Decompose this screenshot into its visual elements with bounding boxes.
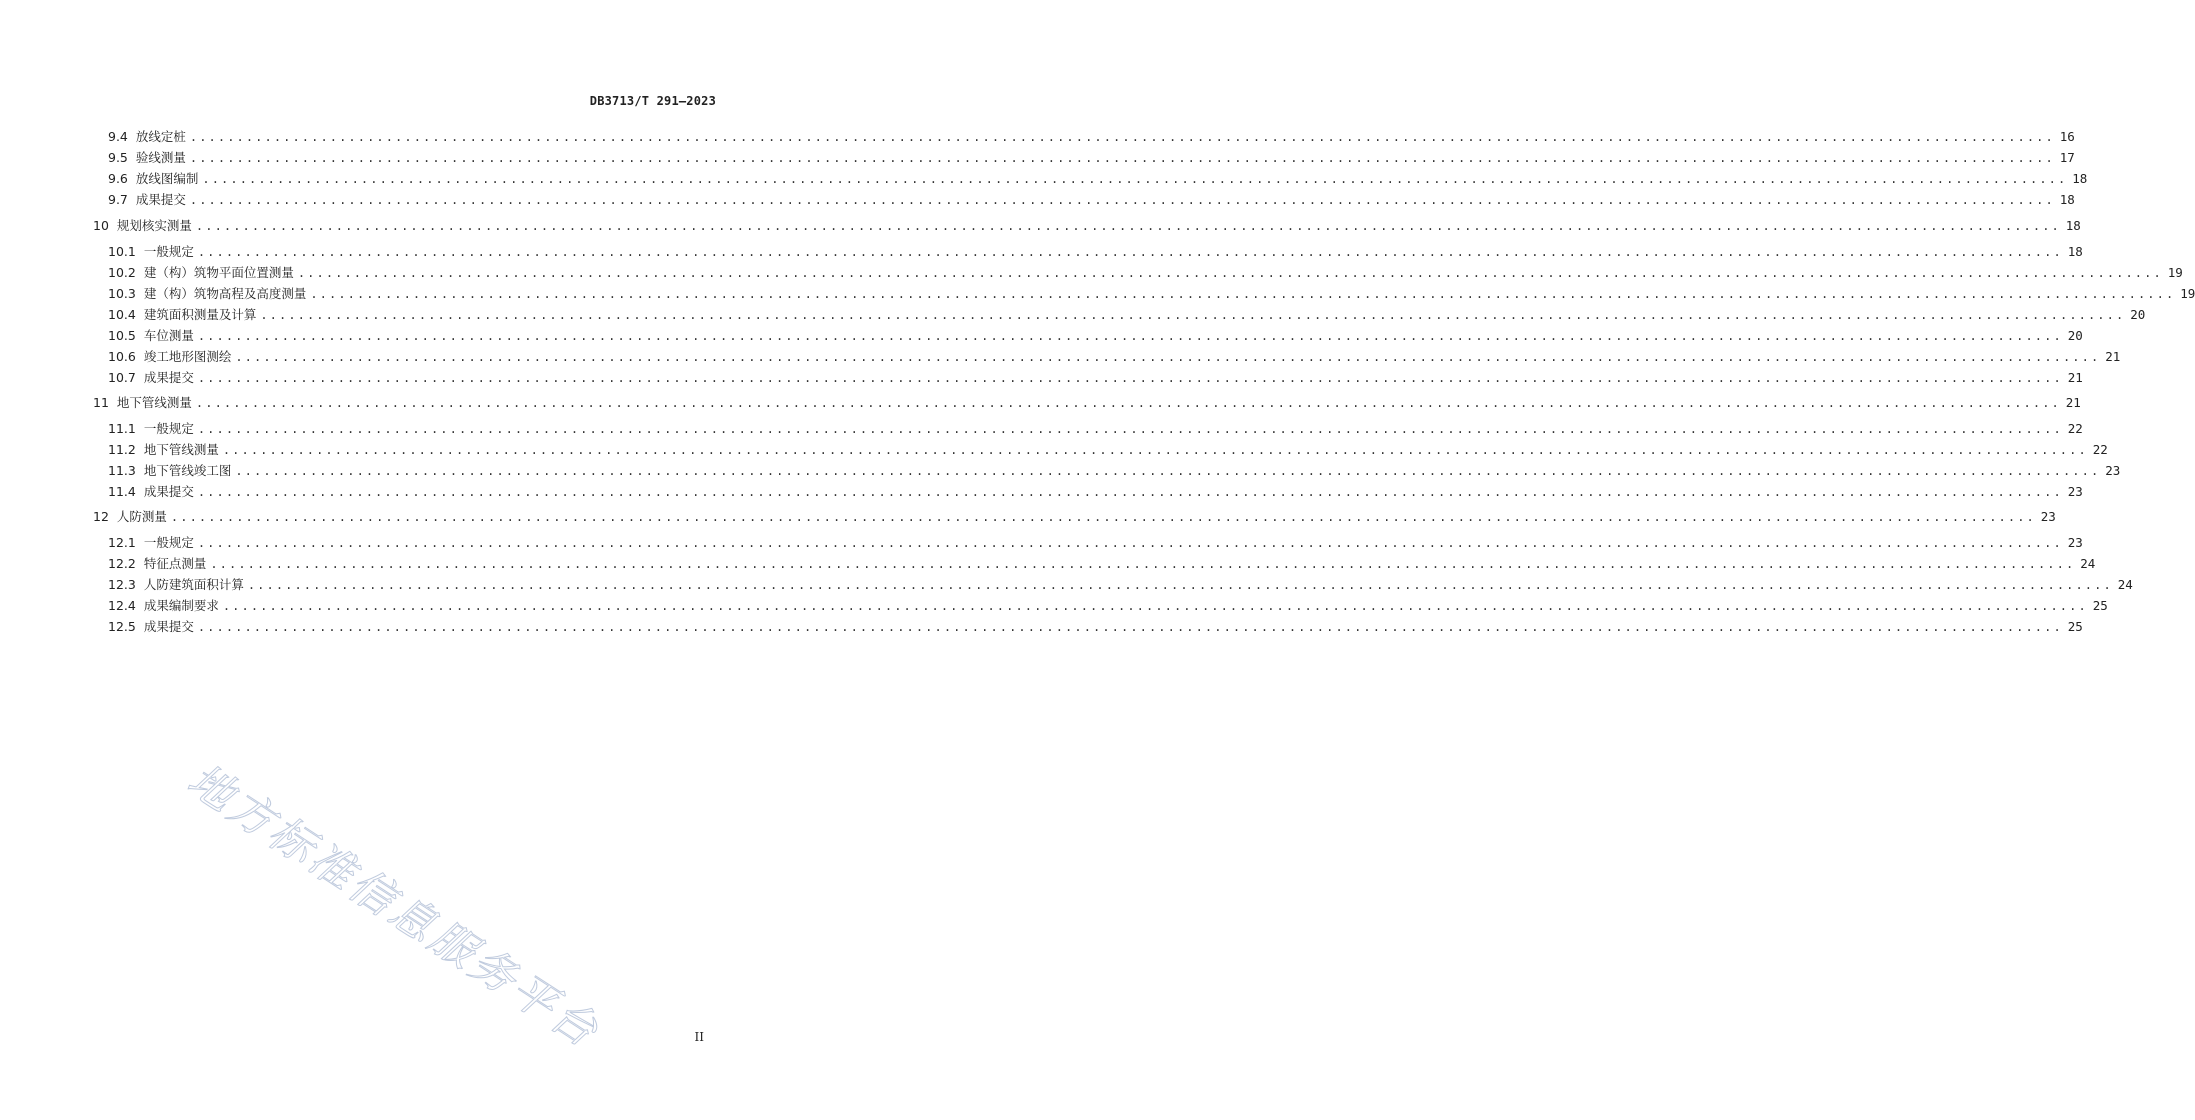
toc-entry-page: 23 — [2040, 509, 2056, 524]
toc-entry-title: 建（构）筑物平面位置测量 — [143, 265, 294, 280]
toc-entry-page: 19 — [2180, 286, 2195, 301]
toc-dot-leader: ........................................................................................................................................................................................................ — [197, 371, 2063, 385]
toc-entry-number: 12.5 — [108, 619, 136, 634]
toc-dot-leader: ........................................................................................................................................................................................................ — [297, 266, 2163, 280]
toc-dot-leader: ........................................................................................................................................................................................................ — [197, 422, 2063, 436]
toc-entry-title: 建筑面积测量及计算 — [143, 307, 257, 322]
toc-entry-page: 17 — [2059, 150, 2075, 165]
toc-section-entry[interactable] — [108, 347, 2121, 367]
toc-entry-title: 验线测量 — [135, 150, 186, 165]
toc-dot-leader: ........................................................................................................................................................................................................ — [195, 219, 2061, 233]
toc-section-entry[interactable] — [108, 190, 2075, 210]
toc-section-entry[interactable] — [108, 368, 2083, 388]
toc-dot-leader: ........................................................................................................................................................................................................ — [197, 536, 2063, 550]
toc-entry-page: 18 — [2065, 218, 2081, 233]
toc-entry-number: 10.4 — [108, 307, 136, 322]
toc-entry-title: 成果提交 — [143, 370, 194, 385]
watermark-text: 地方标准信息服务平台 — [178, 754, 609, 1059]
toc-dot-leader: ........................................................................................................................................................................................................ — [197, 329, 2063, 343]
toc-entry-title: 建（构）筑物高程及高度测量 — [143, 286, 307, 301]
toc-dot-leader: ........................................................................................................................................................................................................ — [195, 396, 2061, 410]
toc-section-entry[interactable] — [108, 575, 2133, 595]
toc-entry-title: 成果编制要求 — [143, 598, 219, 613]
toc-entry-page: 16 — [2059, 129, 2075, 144]
toc-dot-leader: ........................................................................................................................................................................................................ — [222, 443, 2088, 457]
toc-chapter-entry[interactable] — [93, 393, 2081, 413]
toc-dot-leader: ........................................................................................................................................................................................................ — [235, 464, 2101, 478]
toc-entry-number: 11.1 — [108, 421, 136, 436]
toc-entry-title: 一般规定 — [143, 421, 194, 436]
toc-entry-number: 10.3 — [108, 286, 136, 301]
toc-dot-leader: ........................................................................................................................................................................................................ — [189, 151, 2055, 165]
toc-entry-page: 25 — [2067, 619, 2083, 634]
toc-entry-page: 21 — [2065, 395, 2081, 410]
toc-entry-page: 23 — [2067, 484, 2083, 499]
toc-section-entry[interactable] — [108, 533, 2083, 553]
toc-entry-title: 人防测量 — [116, 509, 167, 524]
toc-section-entry[interactable] — [108, 440, 2108, 460]
toc-entry-page: 19 — [2167, 265, 2183, 280]
toc-entry-title: 地下管线测量 — [143, 442, 219, 457]
toc-entry-number: 12.2 — [108, 556, 136, 571]
toc-entry-page: 23 — [2067, 535, 2083, 550]
toc-entry-number: 11.3 — [108, 463, 136, 478]
toc-entry-page: 18 — [2059, 192, 2075, 207]
page-number: II — [694, 1030, 704, 1044]
toc-entry-number: 10.7 — [108, 370, 136, 385]
toc-section-entry[interactable] — [108, 242, 2083, 262]
toc-dot-leader: ........................................................................................................................................................................................................ — [197, 620, 2063, 634]
toc-entry-title: 成果提交 — [143, 484, 194, 499]
toc-entry-title: 特征点测量 — [143, 556, 207, 571]
toc-entry-number: 9.4 — [108, 129, 128, 144]
toc-entry-number: 9.7 — [108, 192, 128, 207]
toc-section-entry[interactable] — [108, 305, 2146, 325]
toc-entry-title: 规划核实测量 — [116, 218, 192, 233]
toc-entry-number: 9.5 — [108, 150, 128, 165]
toc-entry-page: 25 — [2092, 598, 2108, 613]
toc-entry-title: 地下管线测量 — [116, 395, 192, 410]
toc-section-entry[interactable] — [108, 482, 2083, 502]
toc-dot-leader: ........................................................................................................................................................................................................ — [202, 172, 2068, 186]
toc-entry-number: 12.3 — [108, 577, 136, 592]
toc-entry-number: 10.2 — [108, 265, 136, 280]
toc-section-entry[interactable] — [108, 148, 2075, 168]
toc-entry-page: 24 — [2080, 556, 2096, 571]
toc-entry-number: 11 — [93, 395, 109, 410]
toc-dot-leader: ........................................................................................................................................................................................................ — [222, 599, 2088, 613]
toc-entry-title: 一般规定 — [143, 244, 194, 259]
toc-entry-number: 10 — [93, 218, 109, 233]
toc-chapter-entry[interactable] — [93, 507, 2056, 527]
toc-entry-page: 18 — [2067, 244, 2083, 259]
toc-entry-title: 成果提交 — [143, 619, 194, 634]
toc-entry-title: 地下管线竣工图 — [143, 463, 232, 478]
toc-section-entry[interactable] — [108, 419, 2083, 439]
toc-section-entry[interactable] — [108, 596, 2108, 616]
toc-entry-page: 23 — [2105, 463, 2121, 478]
toc-dot-leader: ........................................................................................................................................................................................................ — [210, 557, 2076, 571]
toc-section-entry[interactable] — [108, 284, 2195, 304]
toc-entry-number: 9.6 — [108, 171, 128, 186]
toc-entry-title: 一般规定 — [143, 535, 194, 550]
toc-section-entry[interactable] — [108, 127, 2075, 147]
toc-entry-title: 放线定桩 — [135, 129, 186, 144]
toc-entry-number: 10.5 — [108, 328, 136, 343]
toc-entry-number: 11.2 — [108, 442, 136, 457]
toc-entry-page: 20 — [2067, 328, 2083, 343]
toc-entry-title: 成果提交 — [135, 192, 186, 207]
toc-dot-leader: ........................................................................................................................................................................................................ — [260, 308, 2126, 322]
toc-entry-number: 12 — [93, 509, 109, 524]
toc-dot-leader: ........................................................................................................................................................................................................ — [310, 287, 2176, 301]
toc-dot-leader: ........................................................................................................................................................................................................ — [235, 350, 2101, 364]
toc-section-entry[interactable] — [108, 461, 2121, 481]
document-code: DB3713/T 291—2023 — [589, 94, 716, 108]
toc-entry-page: 24 — [2117, 577, 2133, 592]
toc-entry-page: 21 — [2105, 349, 2121, 364]
toc-dot-leader: ........................................................................................................................................................................................................ — [197, 245, 2063, 259]
toc-entry-title: 车位测量 — [143, 328, 194, 343]
toc-entry-number: 12.1 — [108, 535, 136, 550]
toc-entry-title: 竣工地形图测绘 — [143, 349, 232, 364]
toc-dot-leader: ........................................................................................................................................................................................................ — [247, 578, 2113, 592]
toc-entry-page: 21 — [2067, 370, 2083, 385]
toc-section-entry[interactable] — [108, 326, 2083, 346]
toc-entry-page: 20 — [2130, 307, 2146, 322]
toc-dot-leader: ........................................................................................................................................................................................................ — [197, 485, 2063, 499]
toc-section-entry[interactable] — [108, 263, 2183, 283]
toc-section-entry[interactable] — [108, 169, 2088, 189]
toc-dot-leader: ........................................................................................................................................................................................................ — [189, 193, 2055, 207]
toc-entry-title: 放线图编制 — [135, 171, 199, 186]
toc-entry-number: 12.4 — [108, 598, 136, 613]
toc-section-entry[interactable] — [108, 617, 2083, 637]
toc-section-entry[interactable] — [108, 554, 2096, 574]
toc-entry-page: 22 — [2067, 421, 2083, 436]
toc-dot-leader: ........................................................................................................................................................................................................ — [189, 130, 2055, 144]
toc-entry-number: 10.6 — [108, 349, 136, 364]
toc-entry-number: 11.4 — [108, 484, 136, 499]
toc-entry-title: 人防建筑面积计算 — [143, 577, 244, 592]
toc-dot-leader: ........................................................................................................................................................................................................ — [170, 510, 2036, 524]
toc-entry-page: 22 — [2092, 442, 2108, 457]
toc-entry-page: 18 — [2072, 171, 2088, 186]
toc-entry-number: 10.1 — [108, 244, 136, 259]
toc-chapter-entry[interactable] — [93, 216, 2081, 236]
